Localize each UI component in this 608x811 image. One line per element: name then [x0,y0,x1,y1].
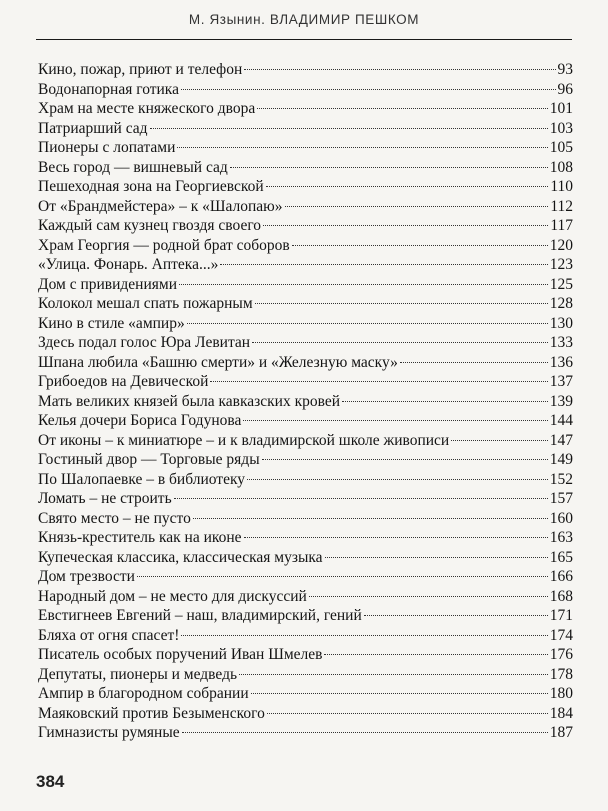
toc-entry-page: 112 [550,197,573,215]
toc-entry-page: 120 [549,236,573,254]
toc-entry-page: 137 [549,373,573,390]
toc-entry-title: Ломать – не строить [38,490,172,507]
toc-entry-page: 184 [549,704,573,722]
toc-entry-title: Мать великих князей была кавказских кровей [38,392,341,410]
dot-leader [267,713,548,714]
toc-entry [38,723,573,743]
toc-entry-page: 110 [550,178,573,195]
toc-entry-page: 174 [549,626,573,644]
dot-leader [243,420,547,421]
toc-entry-title: Кино, пожар, приют и телефон [38,61,243,78]
toc-entry [38,509,573,529]
dot-leader [181,635,547,636]
dot-leader [187,323,548,324]
dot-leader [325,557,548,558]
toc-entry-page: 168 [549,587,573,605]
toc-entry-title: Депутаты, пионеры и медведь [38,665,238,683]
dot-leader [257,108,548,109]
toc-entry [38,587,573,607]
toc-entry-title: Дом трезвости [38,568,135,585]
toc-entry-page: 152 [549,470,573,488]
toc-entry-title: Водонапорная готика [38,80,179,98]
dot-leader [150,128,548,129]
toc-entry-page: 171 [549,607,573,624]
toc-entry-page: 163 [549,529,573,546]
toc-entry-title: Дом с привидениями [38,275,178,293]
toc-entry [38,353,573,373]
toc-entry-page: 166 [549,568,573,585]
toc-entry [38,470,573,490]
header-rule [36,39,572,40]
toc-entry [38,372,573,392]
dot-leader [230,167,548,168]
toc-entry [38,294,573,314]
toc-entry-page: 108 [549,158,573,176]
toc-entry-page: 187 [549,724,573,741]
toc-entry [38,99,573,119]
table-of-contents [38,60,573,743]
toc-entry-title: Ампир в благородном собрании [38,685,249,702]
dot-leader [324,654,547,655]
toc-entry-title: Пешеходная зона на Георгиевской [38,178,264,195]
dot-leader [400,362,548,363]
dot-leader [247,479,548,480]
toc-entry-page: 93 [557,61,573,78]
toc-entry-title: Писатель особых поручений Иван Шмелев [38,646,323,663]
toc-entry-title: Гимназисты румяные [38,724,180,741]
toc-entry-page: 117 [550,217,573,234]
toc-entry [38,528,573,548]
toc-entry-page: 144 [549,412,573,429]
toc-entry [38,177,573,197]
dot-leader [262,459,548,460]
toc-entry-title: Князь-креститель как на иконе [38,529,242,546]
toc-entry-page: 96 [557,80,573,98]
dot-leader [255,303,548,304]
toc-entry [38,314,573,334]
toc-entry-title: Гостиный двор — Торговые ряды [38,451,260,468]
toc-entry-title: От иконы – к миниатюре – и к владимирской школе живописи [38,431,450,449]
dot-leader [137,576,548,577]
toc-entry [38,138,573,158]
toc-entry-page: 149 [549,451,573,468]
dot-leader [309,596,548,597]
toc-entry-title: Храм Георгия — родной брат соборов [38,236,290,254]
toc-entry-title: От «Брандмейстера» – к «Шалопаю» [38,197,283,215]
toc-entry-title: Весь город — вишневый сад [38,158,228,176]
toc-entry [38,489,573,509]
toc-entry-title: Купеческая классика, классическая музыка [38,548,323,566]
toc-entry-title: Келья дочери Бориса Годунова [38,412,242,429]
toc-entry-title: Свято место – не пусто [38,509,191,527]
page-number: 384 [36,772,65,791]
toc-entry-page: 147 [549,431,573,449]
dot-leader [252,342,548,343]
toc-entry [38,60,573,80]
toc-entry [38,119,573,139]
dot-leader [364,615,548,616]
toc-entry [38,684,573,704]
dot-leader [193,518,548,519]
toc-entry-page: 128 [549,295,573,312]
toc-entry-page: 160 [549,509,573,527]
dot-leader [251,693,548,694]
toc-entry [38,216,573,236]
toc-entry-page: 165 [549,548,573,566]
dot-leader [342,401,548,402]
dot-leader [174,498,548,499]
toc-entry [38,333,573,353]
toc-entry-title: Кино в стиле «ампир» [38,314,185,332]
toc-entry-page: 176 [549,646,573,663]
toc-entry [38,704,573,724]
toc-entry [38,450,573,470]
toc-entry-title: «Улица. Фонарь. Аптека...» [38,256,219,273]
toc-entry [38,567,573,587]
toc-entry-title: Народный дом – не место для дискуссий [38,587,307,605]
toc-entry-page: 125 [549,275,573,293]
toc-entry-title: Пионеры с лопатами [38,139,176,156]
toc-entry [38,606,573,626]
toc-entry-page: 157 [549,490,573,507]
toc-entry [38,236,573,256]
dot-leader [179,284,548,285]
dot-leader [266,186,549,187]
toc-entry-title: Патриарший сад [38,119,148,137]
toc-entry [38,626,573,646]
toc-entry [38,548,573,568]
toc-entry [38,392,573,412]
toc-entry [38,158,573,178]
toc-entry-page: 133 [549,334,573,351]
toc-entry [38,431,573,451]
toc-entry-page: 178 [549,665,573,683]
running-header: М. Язынин. ВЛАДИМИР ПЕШКОМ [188,12,420,27]
dot-leader [451,440,548,441]
toc-entry [38,255,573,275]
toc-entry-title: Храм на месте княжеского двора [38,100,256,117]
toc-entry-title: Колокол мешал спать пожарным [38,295,253,312]
toc-entry [38,80,573,100]
dot-leader [182,732,548,733]
toc-entry-title: По Шалопаевке – в библиотеку [38,470,246,488]
toc-entry-title: Здесь подал голос Юра Левитан [38,334,251,351]
dot-leader [210,381,547,382]
toc-entry-page: 136 [549,353,573,371]
dot-leader [244,69,555,70]
dot-leader [239,674,548,675]
toc-entry-page: 180 [549,685,573,702]
toc-entry [38,665,573,685]
dot-leader [263,225,548,226]
toc-entry [38,275,573,295]
toc-entry-page: 103 [549,119,573,137]
toc-entry-title: Каждый сам кузнец гвоздя своего [38,217,262,234]
toc-entry-page: 139 [549,392,573,410]
dot-leader [220,264,547,265]
toc-entry-title: Шпана любила «Башню смерти» и «Железную маску» [38,353,398,371]
toc-entry-page: 130 [549,314,573,332]
toc-entry [38,197,573,217]
dot-leader [285,206,549,207]
dot-leader [244,537,548,538]
dot-leader [292,245,548,246]
dot-leader [177,147,547,148]
toc-entry-title: Грибоедов на Девической [38,373,209,390]
toc-entry-title: Бляха от огня спасет! [38,626,180,644]
toc-entry-title: Евстигнеев Евгений – наш, владимирский, гений [38,607,362,624]
toc-entry [38,411,573,431]
toc-entry-title: Маяковский против Безыменского [38,704,265,722]
toc-entry [38,645,573,665]
toc-entry-page: 101 [549,100,573,117]
dot-leader [181,89,556,90]
toc-entry-page: 105 [549,139,573,156]
toc-entry-page: 123 [549,256,573,273]
